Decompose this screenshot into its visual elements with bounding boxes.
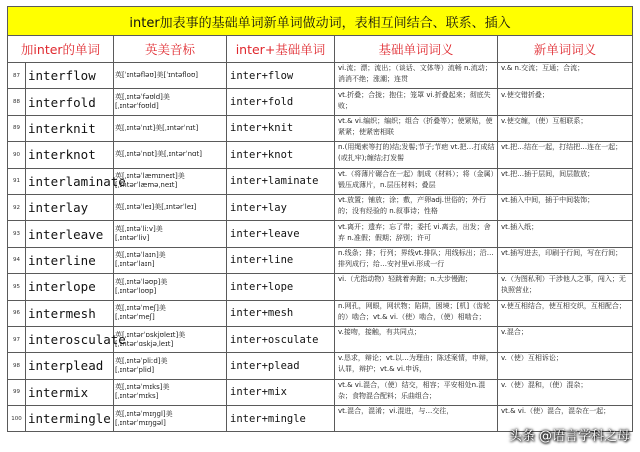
new-meaning-cell[interactable]	[498, 89, 633, 115]
new-meaning-cell-text: vt.插写进去，印刷于行间，写在行间；	[501, 248, 623, 257]
phonetic-cell[interactable]	[114, 353, 227, 379]
new-meaning-cell[interactable]	[498, 379, 633, 405]
phonetic-line-1: 英[ˌɪntəˈləʊp]美	[115, 277, 168, 286]
phonetic-cell[interactable]	[114, 194, 227, 220]
table-row	[8, 89, 633, 115]
phonetic-line-2: [ˌɪntərˈɑskjəˌleɪt]	[115, 339, 174, 348]
base-meaning-cell[interactable]	[335, 168, 498, 194]
phonetic-line-1: 英[ˌɪntəˈleɪ]美[ˌɪntərˈleɪ]	[115, 203, 197, 212]
header-base-meaning[interactable]: 基础单词词义	[335, 36, 498, 63]
new-meaning-cell-text: v.（为图私利）干涉他人之事，闯入；无执照营业；	[501, 275, 626, 295]
formula-cell[interactable]: inter+laminate	[227, 168, 335, 194]
table-row	[8, 379, 633, 405]
phonetic-line-2: [ˌɪntərˈliv]	[115, 234, 150, 243]
table-row	[8, 300, 633, 326]
table-row	[8, 353, 633, 379]
base-meaning-cell-text: vt.& vi.编织；编织；组合（折叠等）；使紧贴，使紧紧；使紧密相联	[338, 116, 493, 136]
phonetic-line-1: 英[ˌɪntəˈliːv]美	[115, 225, 163, 234]
new-meaning-cell-text: v.（使）混和，（使）混杂；	[501, 380, 588, 389]
base-meaning-cell[interactable]	[335, 221, 498, 247]
base-meaning-cell[interactable]	[335, 326, 498, 352]
base-meaning-cell-text: vt.离开；遗弃；忘了带；委托 vi.离去，出发；舍弃 n.准假；假期；辞别；许可	[338, 222, 491, 242]
phonetic-line-2: [ˌɪntərˈmeʃ]	[115, 313, 155, 322]
phonetic-cell[interactable]	[114, 247, 227, 273]
phonetic-line-1: 英[ˌɪntəˈnɒt]美[ˌɪntərˈnɑt]	[115, 150, 202, 159]
row-number[interactable]: 97	[8, 326, 26, 352]
new-meaning-cell[interactable]	[498, 63, 633, 89]
row-number[interactable]: 96	[8, 300, 26, 326]
phonetic-line-1: 英[ˌɪntəˈmɪks]美	[115, 383, 170, 392]
table-row	[8, 274, 633, 300]
phonetic-line-2: [ˌɪntərˈmɪŋgəl]	[115, 418, 166, 427]
new-meaning-cell-text: vt.插入纸；	[501, 222, 539, 231]
row-number[interactable]: 100	[8, 406, 26, 432]
row-number[interactable]: 88	[8, 89, 26, 115]
new-meaning-cell[interactable]	[498, 115, 633, 141]
table-row	[8, 326, 633, 352]
base-meaning-cell-text: n.(用绳索等打的)结;发髻;节子;节疤 vt.把…打成结(或扎牢);缠结;打发髻	[338, 143, 495, 163]
base-meaning-cell-text: v.接吻，接触，有共同点；	[338, 328, 421, 337]
formula-cell[interactable]: inter+osculate	[227, 326, 335, 352]
formula-cell[interactable]: inter+leave	[227, 221, 335, 247]
word-cell[interactable]: interleave	[26, 221, 114, 247]
phonetic-cell[interactable]	[114, 300, 227, 326]
new-meaning-cell[interactable]	[498, 221, 633, 247]
word-cell[interactable]: intermix	[26, 379, 114, 405]
new-meaning-cell-text: v.& n.交流；互通；合流；	[501, 64, 585, 73]
spreadsheet	[7, 6, 632, 432]
base-meaning-cell[interactable]	[335, 406, 498, 432]
phonetic-cell[interactable]	[114, 326, 227, 352]
header-formula[interactable]: inter+基础单词	[227, 36, 335, 63]
formula-cell[interactable]: inter+fold	[227, 89, 335, 115]
new-meaning-cell[interactable]	[498, 142, 633, 168]
word-cell[interactable]: interlaminate	[26, 168, 114, 194]
new-meaning-cell[interactable]	[498, 247, 633, 273]
formula-cell[interactable]: inter+mix	[227, 379, 335, 405]
base-meaning-cell-text: vt.放置；铺放；涂；敷，产卵adj.世俗的；外行的；没有经验的 n.叙事诗；性格	[338, 196, 487, 216]
phonetic-line-1: 英[ˌɪntəˈmeʃ]美	[115, 304, 166, 313]
phonetic-cell[interactable]	[114, 115, 227, 141]
table-row	[8, 168, 633, 194]
new-meaning-cell[interactable]	[498, 353, 633, 379]
new-meaning-cell-text: v.混合；	[501, 328, 528, 337]
header-phonetic[interactable]: 英美音标	[114, 36, 227, 63]
word-cell[interactable]: intermesh	[26, 300, 114, 326]
phonetic-line-1: 英[ˌɪntəˈfəʊld]美	[115, 93, 170, 102]
word-cell[interactable]: interosculate	[26, 326, 114, 352]
base-meaning-cell-text: vt.折叠；合拢；抱住；笼罩 vi.折叠起来；彻底失败；	[338, 90, 491, 110]
base-meaning-cell[interactable]	[335, 89, 498, 115]
base-meaning-cell-text: n.网孔，网眼，网状物；陷阱，困境；[机]（齿轮的）啮合；vt.& vi.（使）啮合，（使）相啮合；	[338, 301, 491, 321]
base-meaning-cell-text: vt.混合，混淆；vi.混进，与…交往，	[338, 407, 454, 416]
table-row	[8, 247, 633, 273]
table-row	[8, 142, 633, 168]
formula-cell[interactable]: inter+mesh	[227, 300, 335, 326]
formula-cell[interactable]: inter+lope	[227, 274, 335, 300]
phonetic-cell[interactable]	[114, 379, 227, 405]
base-meaning-cell[interactable]	[335, 300, 498, 326]
title-row	[8, 7, 633, 36]
row-number[interactable]: 95	[8, 274, 26, 300]
new-meaning-cell-text: v.使交错折叠；	[501, 90, 549, 99]
new-meaning-cell-text: vt.把…结在一起，打结把…连在一起；	[501, 143, 623, 152]
row-number[interactable]: 99	[8, 379, 26, 405]
new-meaning-cell[interactable]	[498, 326, 633, 352]
phonetic-line-1: 英[ˌɪntəˈlæmɪneɪt]美	[115, 172, 185, 181]
new-meaning-cell[interactable]	[498, 168, 633, 194]
phonetic-line-2: [ˌɪntərˈplid]	[115, 365, 155, 374]
phonetic-cell[interactable]	[114, 142, 227, 168]
table-row	[8, 221, 633, 247]
word-cell[interactable]: interflow	[26, 63, 114, 89]
phonetic-cell[interactable]	[114, 63, 227, 89]
new-meaning-cell[interactable]	[498, 274, 633, 300]
phonetic-cell[interactable]	[114, 89, 227, 115]
word-cell[interactable]: interknot	[26, 142, 114, 168]
row-number[interactable]: 98	[8, 353, 26, 379]
phonetic-line-1: 英[ˌɪntəˈmɪŋgl]美	[115, 409, 173, 418]
word-cell[interactable]: interlope	[26, 274, 114, 300]
new-meaning-cell[interactable]	[498, 194, 633, 220]
phonetic-cell[interactable]	[114, 406, 227, 432]
header-word[interactable]: 加inter的单词	[8, 36, 114, 63]
base-meaning-cell-text: v.恳求，辩论；vt.以…为理由；陈述案情，申辩，认罪，辩护；vt.& vi.申诉，	[338, 354, 493, 374]
word-cell[interactable]: interplead	[26, 353, 114, 379]
base-meaning-cell-text: vt.& vi.混合，（使）结交，相容；平安相处n.混杂；食物混合配料；乐曲组合；	[338, 380, 486, 400]
phonetic-line-2: [ˌɪntərˈlaɪn]	[115, 260, 155, 269]
phonetic-cell[interactable]	[114, 168, 227, 194]
row-number[interactable]: 94	[8, 247, 26, 273]
table-title[interactable]: inter加表事的基础单词新单词做动词，表相互间结合、联系、插入	[8, 7, 633, 36]
base-meaning-cell[interactable]	[335, 353, 498, 379]
formula-cell[interactable]: inter+lay	[227, 194, 335, 220]
phonetic-line-1: 英[ˌɪntəˈnɪt]美[ˌɪntərˈnɪt]	[115, 123, 199, 132]
row-number[interactable]: 91	[8, 168, 26, 194]
base-meaning-cell[interactable]	[335, 194, 498, 220]
table-row	[8, 115, 633, 141]
formula-cell[interactable]: inter+line	[227, 247, 335, 273]
table-row	[8, 63, 633, 89]
phonetic-line-2: [ˌɪntərˈloʊp]	[115, 286, 157, 295]
base-meaning-cell[interactable]	[335, 247, 498, 273]
row-number[interactable]: 92	[8, 194, 26, 220]
phonetic-line-2: [ˌɪntərˈfoʊld]	[115, 102, 159, 111]
new-meaning-cell-text: vt.& vi.（使）混合，混杂在一起；	[501, 407, 611, 416]
word-cell[interactable]: interknit	[26, 115, 114, 141]
row-number[interactable]: 89	[8, 115, 26, 141]
phonetic-line-1: 英[ˌɪntərˈɒskjʊleɪt]美	[115, 330, 186, 339]
formula-cell[interactable]: inter+flow	[227, 63, 335, 89]
formula-cell[interactable]: inter+plead	[227, 353, 335, 379]
phonetic-line-2: [ˌɪntərˈlæməˌneɪt]	[115, 181, 178, 190]
base-meaning-cell[interactable]	[335, 63, 498, 89]
word-cell[interactable]: intermingle	[26, 406, 114, 432]
new-meaning-cell-text: v.使互相结合，使互相交织，互相配合；	[501, 301, 626, 310]
base-meaning-cell-text: vi.（尤指动物）轻跳着奔跑；n.大步慢跑；	[338, 275, 472, 284]
base-meaning-cell-text: vt.（将薄片碾合在一起）制成（材料）；将（金属）锻压成薄片，n.层压材料；叠层	[338, 169, 495, 189]
word-cell[interactable]: interline	[26, 247, 114, 273]
phonetic-line-1: 英[ˌɪntəˈlaɪn]美	[115, 251, 166, 260]
new-meaning-cell-text: v.（使）互相诉讼；	[501, 354, 563, 363]
phonetic-line-2: [ˌɪntərˈmɪks]	[115, 392, 159, 401]
formula-cell[interactable]: inter+knot	[227, 142, 335, 168]
new-meaning-cell-text: vt.插入中间，插于中间装饰；	[501, 196, 595, 205]
base-meaning-cell[interactable]	[335, 142, 498, 168]
base-meaning-cell-text: n.线条；排；行列；界线vt.排队；用线标出；沿…排列成行；给…安衬里vi.形成一行	[338, 248, 494, 268]
formula-cell[interactable]: inter+mingle	[227, 406, 335, 432]
table-row	[8, 194, 633, 220]
base-meaning-cell[interactable]	[335, 379, 498, 405]
phonetic-line-1: 英[ˌɪntəˈpliːd]美	[115, 356, 168, 365]
word-cell[interactable]: interlay	[26, 194, 114, 220]
row-number[interactable]: 93	[8, 221, 26, 247]
vocabulary-table	[7, 6, 633, 432]
row-number[interactable]: 90	[8, 142, 26, 168]
phonetic-cell[interactable]	[114, 221, 227, 247]
header-new-meaning[interactable]: 新单词词义	[498, 36, 633, 63]
watermark-text: 头条 @语言学科之母	[508, 429, 630, 444]
base-meaning-cell[interactable]	[335, 115, 498, 141]
word-cell[interactable]: interfold	[26, 89, 114, 115]
new-meaning-cell-text: vt.把…插于层间，间层散放；	[501, 169, 595, 178]
base-meaning-cell-text: vi.流；漂；流出；（谈话、文体等）流畅 n.流动；消消不绝；涨潮；连贯	[338, 64, 492, 84]
row-number[interactable]: 87	[8, 63, 26, 89]
phonetic-cell[interactable]	[114, 274, 227, 300]
header-row	[8, 36, 633, 63]
phonetic-line-1: 英[ˈɪntəfləʊ]美[ˈɪntəfloʊ]	[115, 71, 199, 80]
formula-cell[interactable]: inter+knit	[227, 115, 335, 141]
new-meaning-cell[interactable]	[498, 300, 633, 326]
base-meaning-cell[interactable]	[335, 274, 498, 300]
new-meaning-cell-text: v.使交缠，（使）互相联系；	[501, 116, 588, 125]
